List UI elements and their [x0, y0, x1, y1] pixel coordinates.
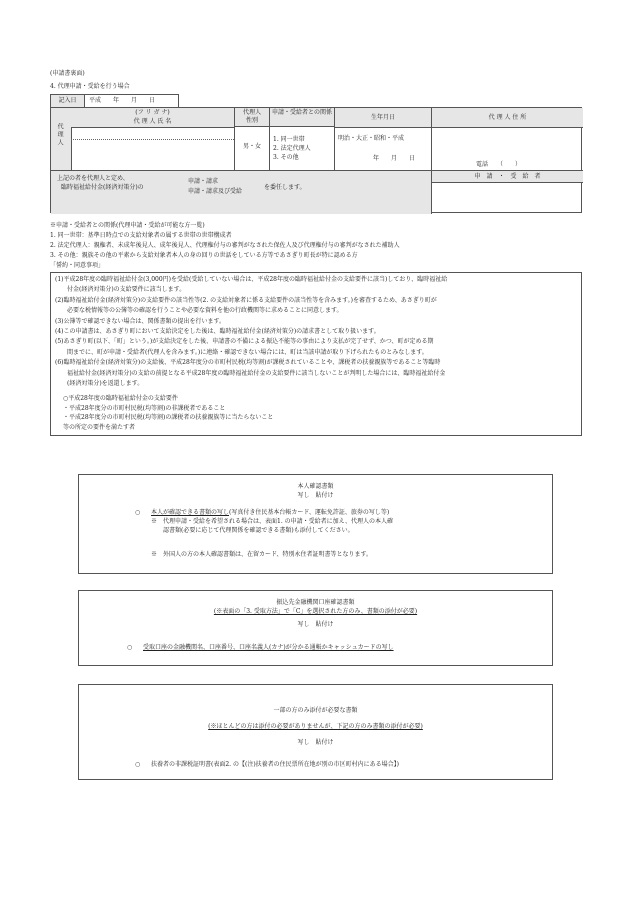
- page-side-label: (申請書裏面): [50, 70, 85, 77]
- proxy-label: 代理人: [56, 123, 64, 147]
- optional-box-subtitle-text: (※ほとんどの方は添付の必要がありませんが、下記の方のみ書類の添付が必要): [208, 723, 423, 730]
- id-box-mark: ○: [135, 509, 141, 516]
- gender-head-l1: 代理人: [242, 109, 261, 116]
- section-title: 4. 代理申請・受給を行う場合: [50, 83, 130, 90]
- relation-option[interactable]: 2. 法定代理人: [273, 145, 311, 152]
- entry-date-value[interactable]: 平成 年 月 日: [84, 94, 179, 108]
- bank-box-subtitle-text: (※表面の「3. 受取方法」で「C」を選択された方のみ、書類の添付が必要): [213, 608, 418, 615]
- id-box-line1-rest: (写真付き住民基本台帳カード、運転免許証、旅券の写し等): [229, 509, 390, 516]
- id-box-title: 本人確認書類: [297, 483, 334, 490]
- pledge-item: (経済対策分)を返還します。: [55, 380, 144, 388]
- pledge-title: 「誓約・同意事項」: [50, 262, 105, 269]
- gender-value[interactable]: 男・女: [242, 143, 261, 150]
- furigana-head: (フ リ ガ ナ): [71, 108, 234, 118]
- proxy-table: [50, 107, 582, 213]
- bank-box-subtitle: [79, 608, 552, 616]
- id-document-box[interactable]: [78, 474, 553, 574]
- relation-options[interactable]: [273, 135, 311, 162]
- requirement-item: ・平成28年度分の市町村民税(均等割)の課税者の扶養親族等に当たらないこと: [63, 414, 274, 421]
- relation-head: 申請・受給者との関係: [270, 108, 334, 127]
- delegate-tail: を委任します。: [264, 184, 306, 191]
- relation-item: 1. 同一世帯：基準日時点での支給対象者の属する世帯の世帯構成者: [50, 232, 232, 239]
- pledge-item: 間までに、町が申請・受給者(代理人を含みます。)に連絡・確認できない場合には、町は当該申請が取り下げられたものとみなします。: [55, 348, 428, 356]
- pledge-item: 付金(経済対策分)の支給要件に該当します。: [55, 286, 186, 294]
- optional-box-line: 扶養者の非課税証明書(表面2. の【(注)扶養者の住民票所在地が別の市区町村内にある場合】): [151, 761, 399, 768]
- requirements-title: ○平成28年度の臨時福祉給付金の支給要件: [63, 395, 178, 402]
- applicant-head: 申 請 ・ 受 給 者: [432, 170, 583, 183]
- bank-box-paste: 写し 貼付け: [297, 621, 334, 628]
- optional-box-paste: 写し 貼付け: [297, 739, 334, 746]
- requirement-item: 等の所定の要件を満たす者: [63, 423, 136, 431]
- proxy-label-cell: [51, 108, 72, 170]
- dob-eras[interactable]: 明治・大正・昭和・平成: [338, 135, 405, 142]
- optional-box-mark: ○: [135, 761, 141, 768]
- optional-box-subtitle: [79, 723, 552, 731]
- id-box-line3: 認書類(必要に応じて代理関係を確認できる書類)も添付してください。: [163, 527, 354, 534]
- relations-list: [50, 231, 400, 261]
- delegate-opt-1[interactable]: 申請・請求: [188, 178, 219, 185]
- bank-box-title: 振込先金融機関口座確認書類: [276, 599, 355, 606]
- pledge-list: [55, 275, 447, 389]
- name-head: 代 理 人 氏 名: [71, 117, 234, 128]
- pledge-item: (3)公簿等で確認できない場合は、関係書類の提出を行います。: [55, 317, 226, 325]
- delegate-opt-2[interactable]: 申請・請求及び受給: [188, 188, 243, 195]
- bank-box-line: 受取口座の金融機関名、口座番号、口座名義人(カナ)が分かる通帳かキャッシュカードの写し: [143, 644, 394, 651]
- name-field[interactable]: [71, 139, 234, 170]
- gender-head: [235, 108, 269, 127]
- id-box-line4: ※ 外国人の方の本人確認書類は、在留カード、特別永住者証明書等となります。: [151, 551, 372, 558]
- relation-option[interactable]: 3. その他: [273, 154, 299, 161]
- dob-head: 生年月日: [335, 108, 431, 128]
- optional-document-box[interactable]: [78, 684, 553, 780]
- dob-ymd[interactable]: 年 月 日: [373, 155, 416, 162]
- delegate-text-2: 臨時福祉給付金(経済対策分)の: [61, 184, 144, 191]
- relations-title: ※申請・受給者との関係(代理申請・受給が可能な方一覧): [50, 222, 205, 229]
- entry-date-label: 記入日: [50, 94, 85, 108]
- delegate-text-1: 上記の者を代理人と定め、: [57, 175, 129, 182]
- pledge-item: (6)臨時福祉給付金(経済対策分)の支給後、平成28年度分の市町村民税(均等割)が課税されていることや、課税者の扶養親族等であること等臨時: [55, 359, 441, 367]
- pledge-item: 必要な税情報等の公簿等の確認を行うことや必要な資料を他の行政機関等に求めることに同意します。: [55, 307, 343, 315]
- relation-item: 2. 法定代理人：親権者、未成年後見人、成年後見人、代理権付与の審判がなされた保佐人及び代理権付与の審判がなされた補助人: [50, 242, 400, 249]
- requirements: [63, 394, 273, 432]
- pledge-item: (2)臨時福祉給付金(経済対策分)の支給要件の該当性等(2. の支給対象者に係る支給要件の該当性等を含みます。)を審査するため、あさぎり町が: [55, 296, 437, 304]
- optional-box-title: 一部の方のみ添付が必要な書類: [273, 707, 358, 714]
- gender-head-l2: 性別: [245, 117, 258, 125]
- id-box-paste: 写し 貼付け: [297, 492, 334, 499]
- id-box-line1: [151, 509, 389, 517]
- pledge-item: (1)平成28年度の臨時福祉給付金(3,000円)を受給(受給していない場合は、平成28年度の臨時福祉給付金の支給要件に該当)しており、臨時福祉給: [55, 276, 448, 283]
- requirement-item: ・平成28年度分の市町村民税(均等割)の非課税者であること: [63, 404, 226, 412]
- phone[interactable]: 電話 （ ）: [476, 161, 522, 168]
- pledge-item: (4)この申請書は、あさぎり町において支給決定をした後は、臨時福祉給付金(経済対策分)の請求書として取り扱います。: [55, 328, 380, 336]
- relation-item: 3. その他：親族その他の平素から支給対象者本人の身の回りの世話をしている方等であさぎり町長が特に認める方: [50, 252, 358, 259]
- relation-option[interactable]: 1. 同一世帯: [273, 136, 305, 143]
- id-box-line2: ※ 代理申請・受給を希望される場合は、表面1. の申請・受給者に加え、代理人の本人確: [151, 518, 393, 525]
- applicant-field[interactable]: [432, 182, 583, 214]
- pledge-box: [50, 272, 582, 436]
- pledge-item: (5)あさぎり町(以下、「町」という。)が支給決定をした後、申請書の不備による振込不能等の事由により支払が完了せず、かつ、町が定める期: [55, 338, 434, 346]
- address-head: 代 理 人 住 所: [432, 108, 583, 128]
- pledge-item: 福祉給付金(経済対策分)の支給の前提となる平成28年度の臨時福祉給付金の支給要件に該当しないことが判明した場合には、臨時福祉給付金: [55, 369, 446, 377]
- bank-box-mark: ○: [127, 644, 133, 651]
- id-box-line1-underlined: 本人が確認できる書類の写し: [151, 509, 230, 516]
- bank-account-box[interactable]: [78, 590, 553, 666]
